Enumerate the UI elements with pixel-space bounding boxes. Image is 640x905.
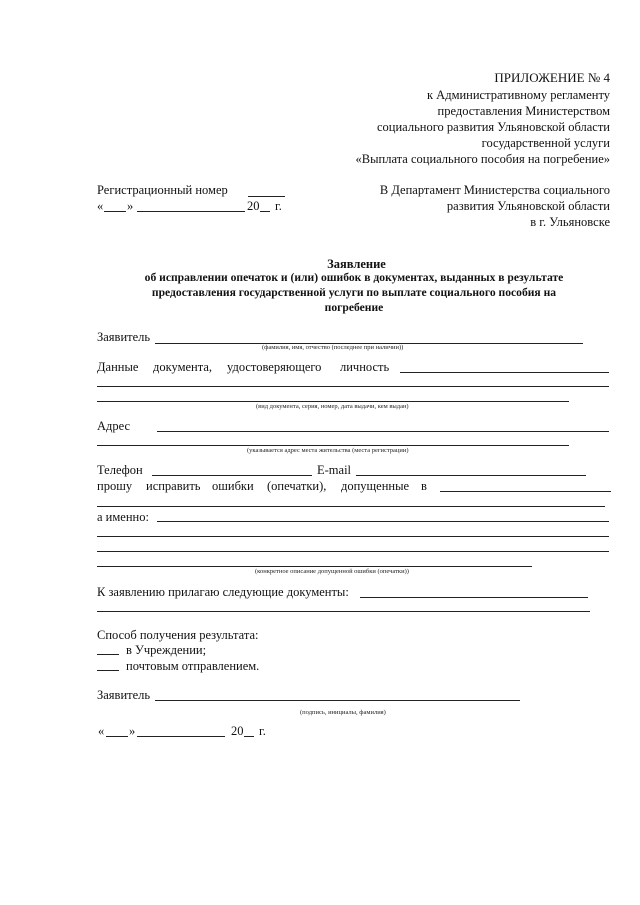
signature-date-close-quote: » [129, 724, 136, 738]
delivery-office-mark[interactable] [97, 654, 119, 655]
registration-year-field[interactable] [260, 211, 270, 212]
request-word: исправить [146, 479, 201, 493]
registration-day-field[interactable] [104, 211, 126, 212]
appendix-line: социального развития Ульяновской области [377, 120, 610, 134]
signature-year-field[interactable] [244, 736, 254, 737]
id-doc-field-line[interactable] [97, 386, 609, 387]
recipient-line: развития Ульяновской области [446, 199, 610, 213]
request-word: в [421, 479, 427, 493]
delivery-title: Способ получения результата: [97, 628, 259, 642]
attachments-field[interactable] [360, 597, 588, 598]
id-doc-label-word: Данные [97, 360, 139, 374]
attachments-label: К заявлению прилагаю следующие документы: [97, 585, 349, 599]
phone-field[interactable] [152, 475, 312, 476]
id-doc-label-word: документа, [153, 360, 213, 374]
recipient-line: В Департамент Министерства социального [379, 183, 610, 197]
appendix-line: предоставления Министерством [437, 104, 610, 118]
request-word: ошибки [212, 479, 254, 493]
registration-number-label: Регистрационный номер [97, 183, 228, 197]
signature-date-open-quote: « [98, 724, 105, 738]
signature-label: Заявитель [97, 688, 151, 702]
form-title: Заявление [327, 257, 386, 271]
registration-date-close-quote: » [127, 199, 134, 213]
registration-date-open-quote: « [97, 199, 104, 213]
registration-year-suffix: г. [275, 199, 282, 213]
signature-month-field[interactable] [137, 736, 225, 737]
appendix-line: «Выплата социального пособия на погребение» [355, 152, 610, 166]
namely-field-line[interactable] [97, 566, 532, 567]
namely-field-line[interactable] [97, 551, 609, 552]
email-field[interactable] [356, 475, 586, 476]
delivery-option-post: почтовым отправлением. [126, 659, 260, 673]
id-doc-hint: (вид документа, серия, номер, дата выдачи, кем выдан) [256, 403, 409, 410]
applicant-label: Заявитель [97, 330, 151, 344]
signature-day-field[interactable] [106, 736, 128, 737]
request-word: допущенные [341, 479, 410, 493]
phone-label: Телефон [97, 463, 143, 477]
id-doc-field-line[interactable] [97, 401, 569, 402]
namely-field[interactable] [157, 521, 609, 522]
request-document-field-line[interactable] [97, 506, 605, 507]
namely-label: а именно: [97, 510, 149, 524]
form-subtitle-line: погребение [324, 301, 384, 314]
signature-year-prefix: 20 [231, 724, 244, 738]
signature-year-suffix: г. [259, 724, 266, 738]
applicant-hint: (фамилия, имя, отчество (последнее при наличии)) [262, 344, 404, 351]
registration-month-field[interactable] [137, 211, 245, 212]
request-word: (опечатки), [267, 479, 327, 493]
registration-year-prefix: 20 [247, 199, 260, 213]
address-field[interactable] [157, 431, 609, 432]
email-label: E-mail [317, 463, 352, 477]
registration-number-field[interactable] [248, 196, 285, 197]
address-field-line[interactable] [97, 445, 569, 446]
appendix-line: государственной услуги [481, 136, 610, 150]
namely-hint: (конкретное описание допущенной ошибки (опечатки)) [255, 568, 409, 575]
address-label: Адрес [97, 419, 131, 433]
recipient-line: в г. Ульяновске [530, 215, 610, 229]
appendix-title: ПРИЛОЖЕНИЕ № 4 [494, 70, 610, 85]
appendix-line: к Административному регламенту [426, 88, 610, 102]
id-doc-label-word: удостоверяющего [227, 360, 322, 374]
namely-field-line[interactable] [97, 536, 609, 537]
request-word: прошу [97, 479, 133, 493]
id-doc-label-word: личность [340, 360, 390, 374]
form-subtitle-line: предоставления государственной услуги по выплате социального пособия на [151, 286, 557, 299]
form-subtitle-line: об исправлении опечаток и (или) ошибок в документах, выданных в результате [144, 271, 564, 284]
address-hint: (указывается адрес места жительства (места регистрации) [247, 447, 409, 454]
request-document-field[interactable] [440, 491, 611, 492]
signature-hint: (подпись, инициалы, фамилия) [300, 709, 386, 716]
delivery-post-mark[interactable] [97, 670, 119, 671]
id-doc-field[interactable] [400, 372, 609, 373]
delivery-option-office: в Учреждении; [126, 643, 207, 657]
attachments-field-line[interactable] [97, 611, 590, 612]
signature-field[interactable] [155, 700, 520, 701]
